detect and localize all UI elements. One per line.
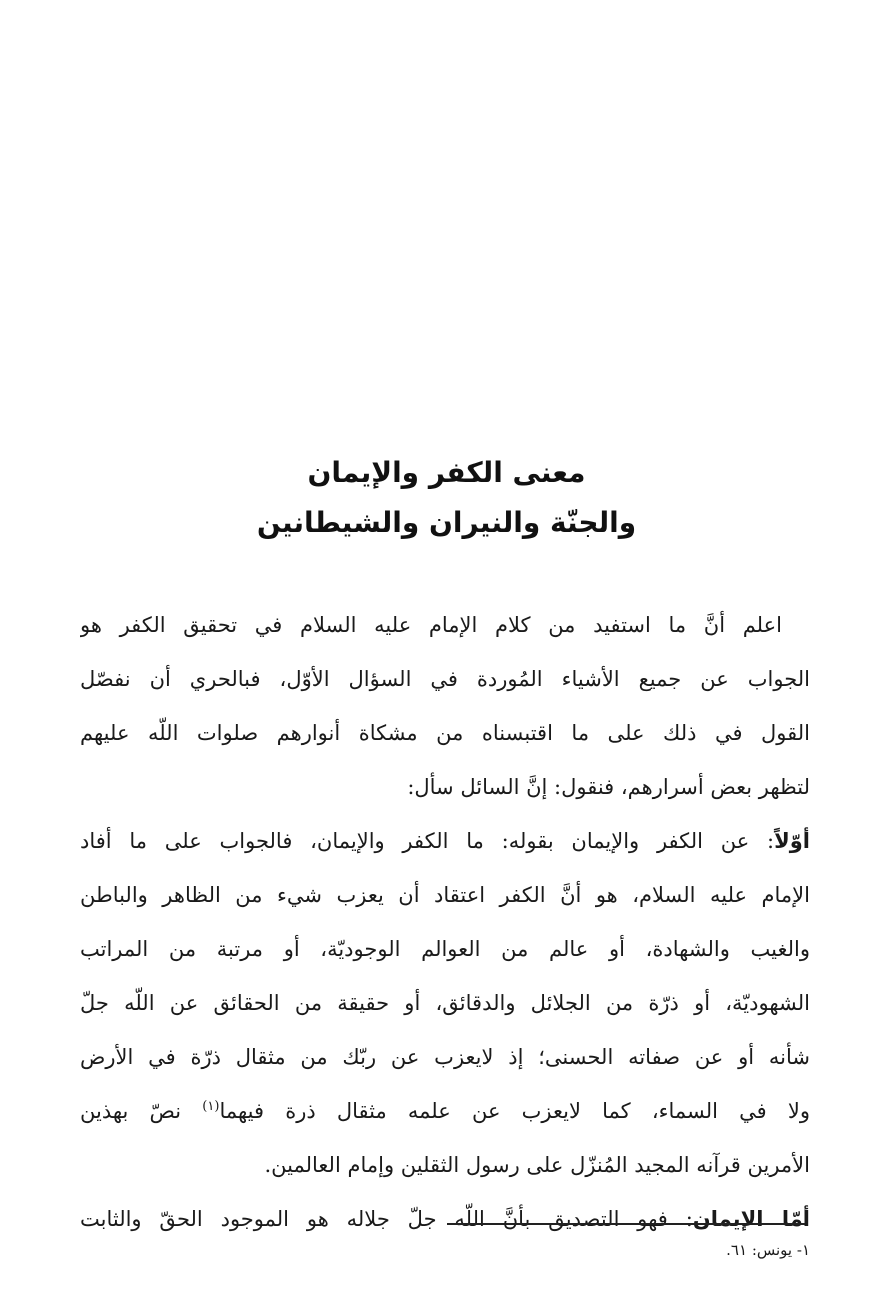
paragraph-3-line-1-text: : فهو التصديق بأنَّ اللّه جلّ جلاله هو الموجود الحقّ والثابت — [80, 1207, 693, 1231]
paragraph-2-line-7: الأمرين قرآنه المجيد المُنزّل على رسول الثقلين وإمام العالمين. — [264, 1153, 810, 1177]
paragraph-2-lead: أوّلاً — [774, 829, 810, 853]
title-line-1: معنى الكفر والإيمان — [307, 456, 586, 489]
title-line-2: والجنّة والنيران والشيطانين — [256, 506, 637, 539]
footnote: ١- يونس: ٦١. — [726, 1241, 810, 1259]
paragraph-2-line-1 — [80, 814, 810, 868]
paragraph-1-line-2: الجواب عن جميع الأشياء المُوردة في السؤال الأوّل، فبالحري أن نفصّل — [80, 667, 810, 691]
paragraph-1-line-3: القول في ذلك على ما اقتبسناه من مشكاة أنوارهم صلوات اللّه عليهم — [80, 721, 810, 745]
paragraph-2-line-1-text: : عن الكفر والإيمان بقوله: ما الكفر والإيمان، فالجواب على ما أفاد — [80, 829, 775, 853]
paragraph-2-line-3: والغيب والشهادة، أو عالم من العوالم الوجوديّة، أو مرتبة من المراتب — [80, 937, 810, 961]
paragraph-3-lead: أمّا الإيمان — [692, 1207, 810, 1231]
chapter-title — [0, 448, 893, 548]
paragraph-2-line-5: شأنه أو عن صفاته الحسنى؛ إذ لايعزب عن ربّك من مثقال ذرّة في الأرض — [80, 1045, 810, 1069]
paragraph-2-line-2: الإمام عليه السلام، هو أنَّ الكفر اعتقاد أن يعزب شيء من الظاهر والباطن — [80, 883, 810, 907]
paragraph-2-line-6-text: ولا في السماء، كما لايعزب عن علمه مثقال ذرة فيهما — [219, 1099, 810, 1123]
paragraph-2-line-4: الشهوديّة، أو ذرّة من الجلائل والدقائق، أو حقيقة من الحقائق عن اللّه جلّ — [80, 991, 810, 1015]
paragraph-1-line-1: اعلم أنَّ ما استفيد من كلام الإمام عليه السلام في تحقيق الكفر هو — [80, 613, 782, 637]
paragraph-1-line-4: لتظهر بعض أسرارهم، فنقول: إنَّ السائل سأل: — [407, 775, 810, 799]
footnote-marker: (١) — [202, 1099, 220, 1114]
paragraph-2-line-6 — [80, 1084, 810, 1138]
body-text — [80, 598, 810, 1246]
paragraph-2-line-6-tail: نصّ بهذين — [80, 1099, 203, 1123]
footnote-divider — [447, 1223, 805, 1225]
